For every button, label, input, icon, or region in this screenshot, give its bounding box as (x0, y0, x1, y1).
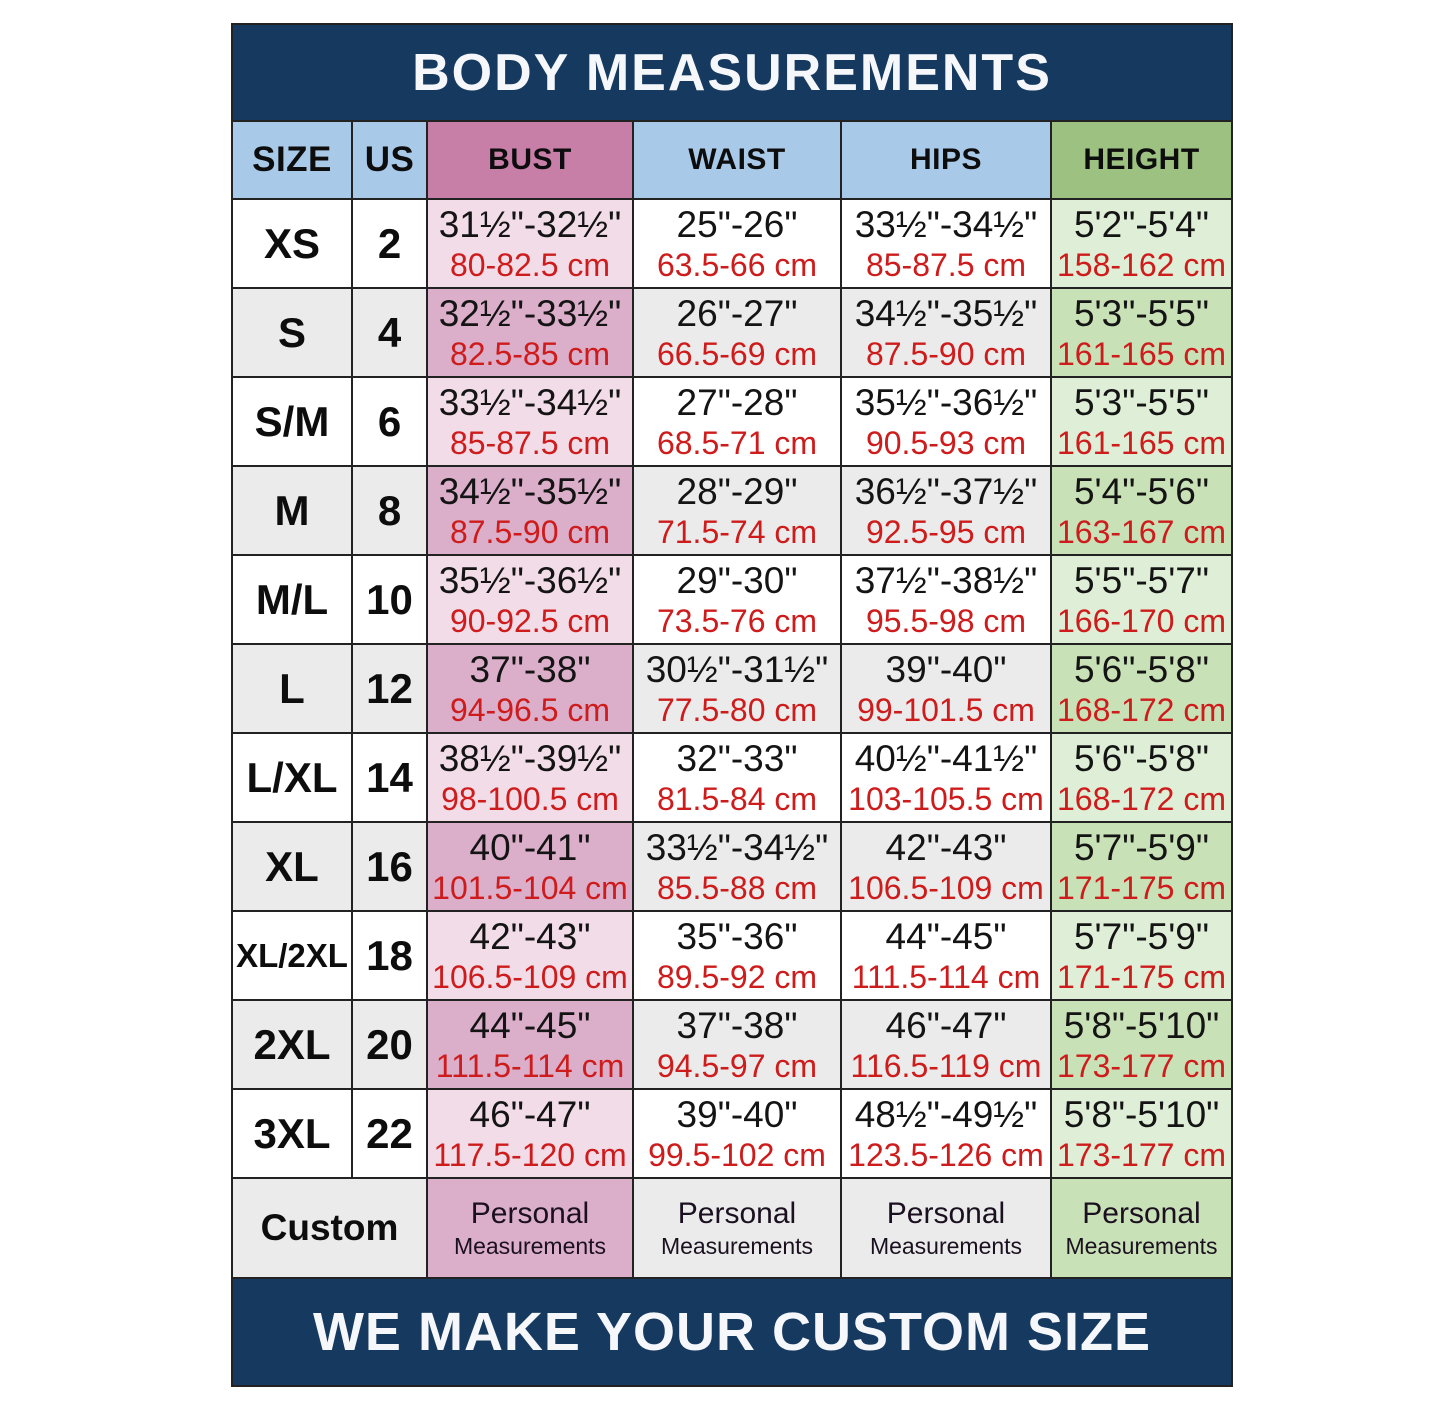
hips-cm: 85-87.5 cm (865, 246, 1027, 283)
bust-cell (428, 1001, 634, 1090)
column-header-hips (842, 122, 1052, 200)
hips-cm: 92.5-95 cm (865, 513, 1027, 550)
hips-cm: 90.5-93 cm (865, 424, 1027, 461)
waist-cm: 99.5-102 cm (648, 1136, 826, 1173)
size-cell (233, 1001, 353, 1090)
table-row (233, 734, 1231, 823)
us-value: 20 (366, 1020, 413, 1068)
size-label: XL/2XL (236, 936, 348, 974)
size-cell (233, 734, 353, 823)
height-inches: 5'6"-5'8" (1073, 648, 1210, 690)
hips-inches: 35½"-36½" (854, 381, 1038, 423)
us-cell (353, 645, 428, 734)
bust-inches: 31½"-32½" (438, 203, 622, 245)
waist-cell (634, 1090, 842, 1179)
height-cell (1052, 734, 1231, 823)
bust-cell (428, 734, 634, 823)
height-inches: 5'8"-5'10" (1063, 1093, 1220, 1135)
waist-inches: 35"-36" (676, 915, 798, 957)
size-label: XL (265, 842, 319, 890)
hips-cell (842, 645, 1052, 734)
waist-cm: 66.5-69 cm (656, 335, 818, 372)
size-cell (233, 912, 353, 1001)
bust-inches: 35½"-36½" (438, 559, 622, 601)
size-cell (233, 645, 353, 734)
waist-cell (634, 556, 842, 645)
size-cell (233, 556, 353, 645)
height-cm: 168-172 cm (1057, 780, 1226, 817)
us-cell (353, 912, 428, 1001)
bust-cm: 80-82.5 cm (449, 246, 611, 283)
hips-cm: 99-101.5 cm (857, 691, 1035, 728)
size-label: L (279, 664, 305, 712)
us-value: 10 (366, 575, 413, 623)
column-header-hips-label: HIPS (909, 143, 983, 176)
custom-label: Custom (260, 1207, 399, 1248)
height-inches: 5'5"-5'7" (1073, 559, 1210, 601)
us-value: 18 (366, 931, 413, 979)
waist-cell (634, 823, 842, 912)
bust-cm: 117.5-120 cm (433, 1136, 627, 1173)
custom-waist-cell (634, 1179, 842, 1279)
hips-cell (842, 912, 1052, 1001)
hips-cell (842, 1090, 1052, 1179)
table-row (233, 200, 1231, 289)
us-cell (353, 378, 428, 467)
hips-cm: 103-105.5 cm (848, 780, 1044, 817)
height-cell (1052, 467, 1231, 556)
waist-cm: 73.5-76 cm (656, 602, 818, 639)
hips-cell (842, 467, 1052, 556)
waist-cell (634, 200, 842, 289)
waist-inches: 39"-40" (676, 1093, 798, 1135)
bust-cell (428, 200, 634, 289)
waist-cm: 85.5-88 cm (656, 869, 818, 906)
hips-inches: 36½"-37½" (854, 470, 1038, 512)
height-cell (1052, 200, 1231, 289)
column-header-height-label: HEIGHT (1083, 143, 1200, 176)
us-value: 8 (377, 486, 402, 534)
column-header-height (1052, 122, 1231, 200)
height-inches: 5'6"-5'8" (1073, 737, 1210, 779)
bust-cell (428, 912, 634, 1001)
bust-cell (428, 289, 634, 378)
size-label: L/XL (246, 753, 338, 801)
size-cell (233, 823, 353, 912)
waist-cell (634, 378, 842, 467)
height-cell (1052, 912, 1231, 1001)
waist-inches: 25"-26" (676, 203, 798, 245)
table-row (233, 467, 1231, 556)
hips-cell (842, 1001, 1052, 1090)
height-cm: 173-177 cm (1057, 1047, 1226, 1084)
waist-cm: 63.5-66 cm (656, 246, 818, 283)
hips-cm: 111.5-114 cm (851, 958, 1041, 995)
height-inches: 5'7"-5'9" (1073, 826, 1210, 868)
height-inches: 5'3"-5'5" (1073, 292, 1210, 334)
hips-inches: 40½"-41½" (854, 737, 1038, 779)
height-cm: 166-170 cm (1057, 602, 1226, 639)
chart-title-band (233, 25, 1231, 122)
size-cell (233, 200, 353, 289)
size-cell (233, 1090, 353, 1179)
column-header-waist (634, 122, 842, 200)
bust-cell (428, 1090, 634, 1179)
bust-inches: 42"-43" (469, 915, 591, 957)
custom-row (233, 1179, 1231, 1279)
custom-hips-cell (842, 1179, 1052, 1279)
height-cm: 163-167 cm (1057, 513, 1226, 550)
size-cell (233, 378, 353, 467)
custom-height-cell (1052, 1179, 1231, 1279)
column-header-us (353, 122, 428, 200)
column-header-bust-label: BUST (488, 143, 572, 176)
hips-inches: 34½"-35½" (854, 292, 1038, 334)
height-cm: 168-172 cm (1057, 691, 1226, 728)
bust-inches: 32½"-33½" (438, 292, 622, 334)
column-header-size-label: SIZE (252, 140, 332, 179)
size-cell (233, 289, 353, 378)
height-inches: 5'8"-5'10" (1063, 1004, 1220, 1046)
hips-inches: 48½"-49½" (854, 1093, 1038, 1135)
size-label: 3XL (253, 1109, 331, 1157)
waist-inches: 32"-33" (676, 737, 798, 779)
height-inches: 5'3"-5'5" (1073, 381, 1210, 423)
waist-cm: 68.5-71 cm (656, 424, 818, 461)
height-cell (1052, 289, 1231, 378)
table-row (233, 289, 1231, 378)
table-row (233, 378, 1231, 467)
table-row (233, 823, 1231, 912)
height-inches: 5'4"-5'6" (1073, 470, 1210, 512)
bust-cm: 87.5-90 cm (449, 513, 611, 550)
height-cm: 161-165 cm (1057, 424, 1226, 461)
waist-inches: 37"-38" (676, 1004, 798, 1046)
height-cm: 161-165 cm (1057, 335, 1226, 372)
table-row (233, 556, 1231, 645)
height-inches: 5'2"-5'4" (1073, 203, 1210, 245)
us-value: 12 (366, 664, 413, 712)
bust-cm: 106.5-109 cm (432, 958, 628, 995)
height-cm: 171-175 cm (1057, 958, 1226, 995)
us-value: 14 (366, 753, 413, 801)
us-value: 2 (377, 219, 402, 267)
us-value: 4 (377, 308, 402, 356)
waist-inches: 26"-27" (676, 292, 798, 334)
us-cell (353, 467, 428, 556)
waist-cell (634, 289, 842, 378)
bust-inches: 37"-38" (469, 648, 591, 690)
size-chart (231, 23, 1233, 1387)
hips-cell (842, 823, 1052, 912)
size-label: S (277, 308, 306, 356)
us-cell (353, 823, 428, 912)
size-label: XS (263, 219, 321, 267)
column-header-us-label: US (364, 140, 415, 179)
bust-cell (428, 645, 634, 734)
custom-waist-line2: Measurements (660, 1232, 814, 1259)
waist-cell (634, 912, 842, 1001)
hips-cm: 87.5-90 cm (865, 335, 1027, 372)
waist-cell (634, 734, 842, 823)
waist-cm: 81.5-84 cm (656, 780, 818, 817)
custom-bust-line1: Personal (470, 1196, 590, 1230)
size-cell (233, 467, 353, 556)
hips-inches: 39"-40" (885, 648, 1007, 690)
waist-cm: 77.5-80 cm (656, 691, 818, 728)
hips-cell (842, 289, 1052, 378)
footer-band (233, 1279, 1231, 1385)
waist-inches: 30½"-31½" (645, 648, 829, 690)
waist-inches: 27"-28" (676, 381, 798, 423)
height-cell (1052, 645, 1231, 734)
waist-inches: 33½"-34½" (645, 826, 829, 868)
size-label: S/M (254, 397, 330, 445)
us-cell (353, 289, 428, 378)
hips-cell (842, 200, 1052, 289)
bust-cell (428, 467, 634, 556)
custom-hips-line2: Measurements (869, 1232, 1023, 1259)
custom-waist-line1: Personal (677, 1196, 797, 1230)
table-row (233, 645, 1231, 734)
bust-cm: 85-87.5 cm (449, 424, 611, 461)
size-label: 2XL (253, 1020, 331, 1068)
waist-cell (634, 645, 842, 734)
bust-cm: 111.5-114 cm (435, 1047, 625, 1084)
hips-cm: 123.5-126 cm (848, 1136, 1044, 1173)
hips-inches: 46"-47" (885, 1004, 1007, 1046)
bust-cm: 82.5-85 cm (449, 335, 611, 372)
bust-cell (428, 823, 634, 912)
height-cm: 158-162 cm (1057, 246, 1226, 283)
column-header-size (233, 122, 353, 200)
us-cell (353, 734, 428, 823)
hips-cm: 95.5-98 cm (865, 602, 1027, 639)
table-row (233, 912, 1231, 1001)
height-cell (1052, 1090, 1231, 1179)
waist-cm: 94.5-97 cm (656, 1047, 818, 1084)
height-inches: 5'7"-5'9" (1073, 915, 1210, 957)
size-label: M (274, 486, 310, 534)
column-header-row (233, 122, 1231, 200)
hips-cell (842, 734, 1052, 823)
custom-bust-cell (428, 1179, 634, 1279)
waist-cm: 89.5-92 cm (656, 958, 818, 995)
custom-hips-line1: Personal (886, 1196, 1006, 1230)
hips-inches: 37½"-38½" (854, 559, 1038, 601)
hips-cell (842, 378, 1052, 467)
size-label: M/L (255, 575, 329, 623)
bust-cm: 98-100.5 cm (441, 780, 619, 817)
hips-inches: 33½"-34½" (854, 203, 1038, 245)
bust-inches: 33½"-34½" (438, 381, 622, 423)
us-cell (353, 1090, 428, 1179)
bust-cm: 94-96.5 cm (449, 691, 611, 728)
bust-inches: 34½"-35½" (438, 470, 622, 512)
hips-cm: 106.5-109 cm (848, 869, 1044, 906)
us-cell (353, 556, 428, 645)
table-body (233, 200, 1231, 1179)
us-cell (353, 200, 428, 289)
height-cell (1052, 823, 1231, 912)
waist-inches: 28"-29" (676, 470, 798, 512)
hips-inches: 42"-43" (885, 826, 1007, 868)
table-row (233, 1090, 1231, 1179)
custom-height-line1: Personal (1082, 1196, 1201, 1230)
waist-cell (634, 467, 842, 556)
waist-cm: 71.5-74 cm (656, 513, 818, 550)
bust-cm: 101.5-104 cm (432, 869, 628, 906)
column-header-waist-label: WAIST (688, 143, 786, 176)
hips-cell (842, 556, 1052, 645)
footer-text: WE MAKE YOUR CUSTOM SIZE (312, 1302, 1152, 1362)
bust-inches: 38½"-39½" (438, 737, 622, 779)
us-value: 22 (366, 1109, 413, 1157)
height-cm: 173-177 cm (1057, 1136, 1226, 1173)
height-cell (1052, 378, 1231, 467)
height-cell (1052, 556, 1231, 645)
height-cm: 171-175 cm (1057, 869, 1226, 906)
us-value: 6 (377, 397, 402, 445)
hips-inches: 44"-45" (885, 915, 1007, 957)
custom-height-line2: Measurements (1065, 1232, 1218, 1259)
bust-cm: 90-92.5 cm (449, 602, 611, 639)
hips-cm: 116.5-119 cm (850, 1047, 1042, 1084)
bust-cell (428, 556, 634, 645)
us-cell (353, 1001, 428, 1090)
bust-cell (428, 378, 634, 467)
bust-inches: 46"-47" (469, 1093, 591, 1135)
custom-bust-line2: Measurements (453, 1232, 607, 1259)
height-cell (1052, 1001, 1231, 1090)
table-row (233, 1001, 1231, 1090)
us-value: 16 (366, 842, 413, 890)
waist-inches: 29"-30" (676, 559, 798, 601)
chart-title: BODY MEASUREMENTS (412, 43, 1052, 102)
waist-cell (634, 1001, 842, 1090)
bust-inches: 40"-41" (469, 826, 591, 868)
custom-label-cell (233, 1179, 428, 1279)
bust-inches: 44"-45" (469, 1004, 591, 1046)
column-header-bust (428, 122, 634, 200)
